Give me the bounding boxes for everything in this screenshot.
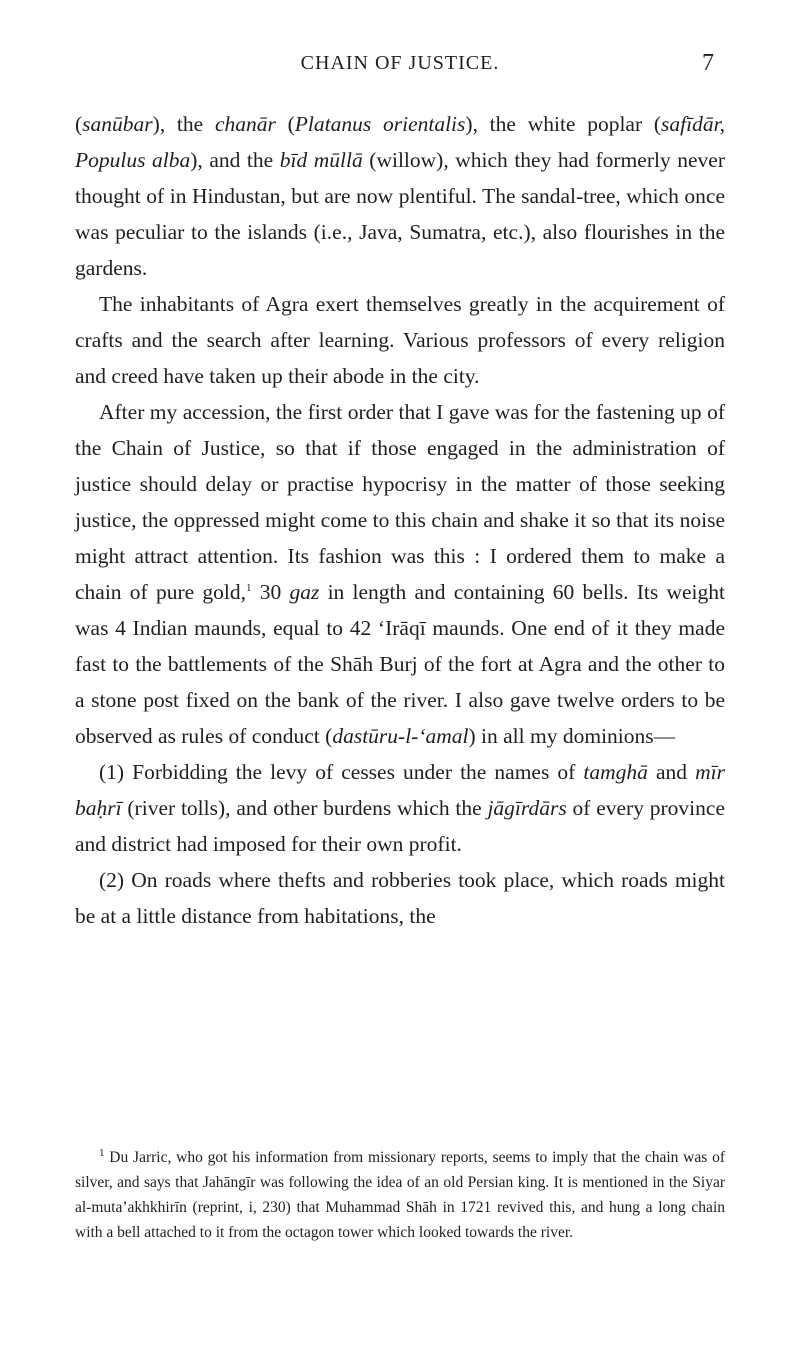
- body-text: [75, 106, 725, 934]
- text-run: ), and the: [190, 148, 280, 172]
- term: gaz: [289, 580, 320, 604]
- footnote-marker: 1: [99, 1146, 105, 1159]
- running-head: CHAIN OF JUSTICE.: [300, 52, 500, 74]
- page-number: 7: [702, 50, 714, 76]
- text-run: in length and containing 60 bells. Its weight was 4 Indian maunds, equal to 42 ‘Irāqī maunds. One end of it they made fast to the battlements of the Shāh Burj of the fort at Agra and the other to a stone post fixed on the bank of the river. I also gave twelve orders to be observed as rules of conduct (: [75, 580, 725, 748]
- text-run: After my accession, the first order that I gave was for the fastening up of the Chain of Justice, so that if those engaged in the administration of justice should delay or practise hypocrisy in the matter of those seeking justice, the oppressed might come to this chain and shake it so that its noise might attract attention. Its fashion was this : I ordered them to make a chain of pure gold,: [75, 400, 725, 604]
- term: sanūbar: [82, 112, 153, 136]
- text-run: (1) Forbidding the levy of cesses under the names of: [99, 760, 584, 784]
- footnote-reference[interactable]: 1: [245, 581, 252, 594]
- paragraph-3: [75, 394, 725, 754]
- footnote: [75, 1145, 725, 1245]
- text-run: ), the white poplar (: [465, 112, 662, 136]
- term: Platanus orientalis: [294, 112, 466, 136]
- text-run: ) in all my dominions—: [468, 724, 676, 748]
- term: chanār: [214, 112, 276, 136]
- paragraph-2: The inhabitants of Agra exert themselves greatly in the acquirement of crafts and the search after learning. Various professors of every religion and creed have taken up their abode in the city.: [75, 292, 725, 388]
- paragraph-4: [75, 754, 725, 862]
- term: jāgīrdārs: [487, 796, 567, 820]
- term: dastūru-l-‘amal: [332, 724, 469, 748]
- text-run: 30: [251, 580, 290, 604]
- text-run: Du Jarric, who got his information from missionary reports, seems to imply that the chain was of silver, and says that Jahāngīr was following the idea of an old Persian king. It is mentioned in the Siyar al-muta’akhkhirīn (reprint, i, 230) that Muhammad Shāh in 1721 revived this, and hung a long chain with a bell attached to it from the octagon tower which looked towards the river.: [75, 1149, 725, 1241]
- text-run: ), the: [152, 112, 215, 136]
- text-run: and: [647, 760, 696, 784]
- paragraph-1: (sanūbar), the chanār (Platanus orientalis), the white poplar (safīdār, Populus alba), and the bīd mūllā (willow), which they had formerly never thought of in Hindustan, but are now plentiful. The sandal-tree, which once was peculiar to the islands (i.e., Java, Sumatra, etc.), also flourishes in the gardens.: [75, 112, 725, 280]
- text-run: (river tolls), and other burdens which the: [121, 796, 488, 820]
- text-run: of every province and district had imposed for their own profit.: [75, 796, 725, 856]
- footnote-text: [75, 1145, 725, 1245]
- text-run: (: [275, 112, 295, 136]
- term: safīdār, Populus alba: [75, 112, 725, 172]
- term: bīd mūllā: [279, 148, 363, 172]
- term: mīr baḥrī: [75, 760, 726, 820]
- text-run: (willow), which they had formerly never thought of in Hindustan, but are now plentiful. The sandal-tree, which once was peculiar to the islands (i.e., Java, Sumatra, etc.), also flourishes in the gardens.: [75, 148, 725, 280]
- term: tamghā: [583, 760, 648, 784]
- paragraph-5: (2) On roads where thefts and robberies took place, which roads might be at a little distance from habitations, the: [75, 868, 725, 928]
